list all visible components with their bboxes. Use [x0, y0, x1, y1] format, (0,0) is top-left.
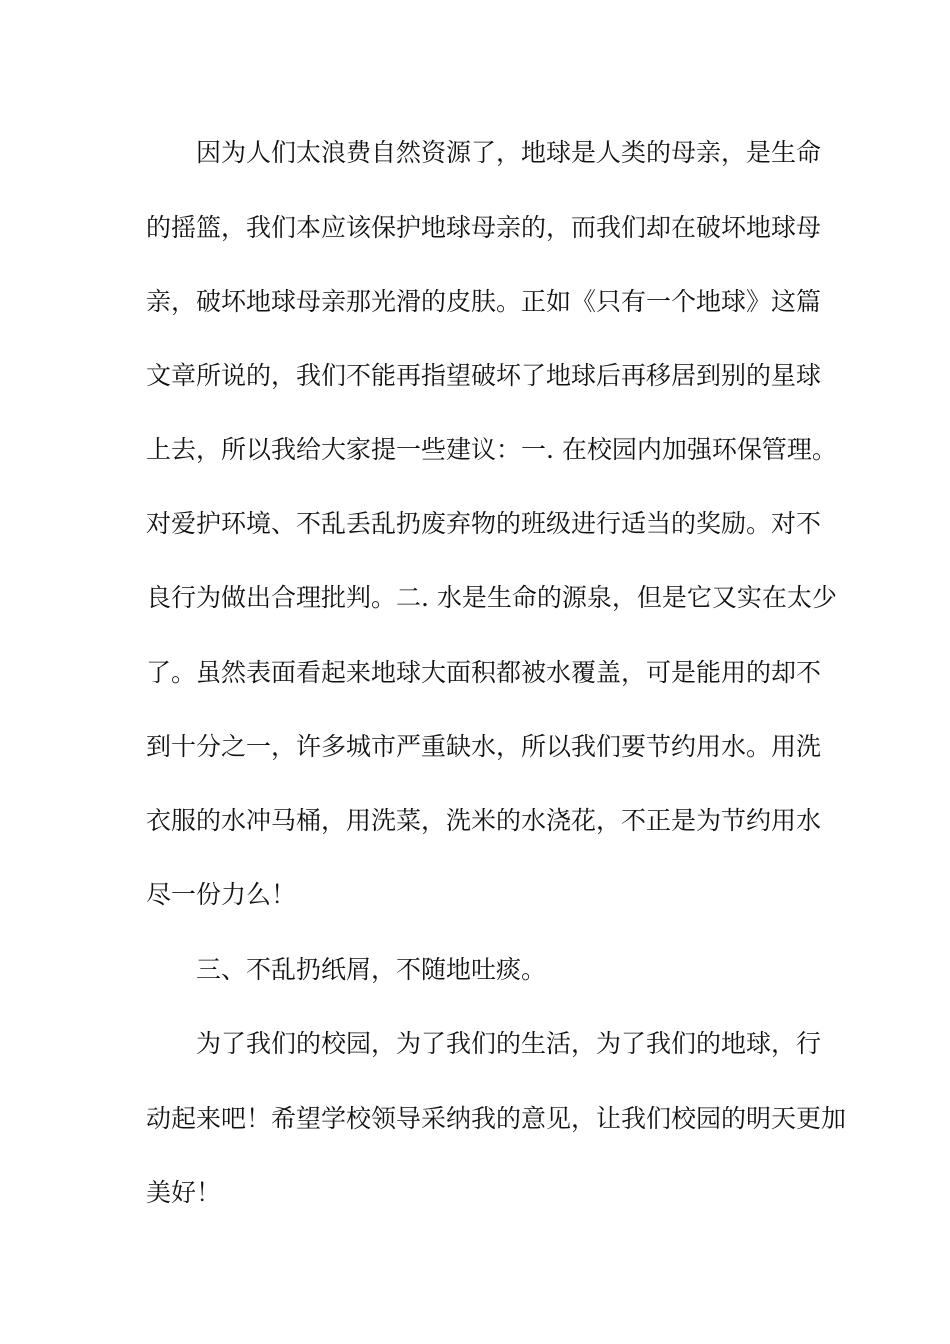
paragraph-1-line-6: 对爱护环境、不乱丢乱扔废弃物的班级进行适当的奖励。对不	[146, 509, 822, 538]
paragraph-1-line-9: 到十分之一，许多城市严重缺水，所以我们要节约用水。用洗	[146, 732, 822, 761]
paragraph-1-line-5: 上去，所以我给大家提一些建议：一. 在校园内加强环保管理。	[146, 435, 837, 464]
paragraph-1-line-2: 的摇篮，我们本应该保护地球母亲的，而我们却在破坏地球母	[146, 213, 822, 242]
paragraph-1-line-7: 良行为做出合理批判。二. 水是生命的源泉，但是它又实在太少	[146, 583, 837, 612]
paragraph-1-line-11: 尽一份力么！	[146, 880, 297, 909]
paragraph-2: 三、不乱扔纸屑，不随地吐痰。	[196, 955, 547, 984]
paragraph-1-line-8: 了。虽然表面看起来地球大面积都被水覆盖，可是能用的却不	[146, 658, 822, 687]
paragraph-3-line-2: 动起来吧！希望学校领导采纳我的意见，让我们校园的明天更加	[146, 1104, 847, 1133]
paragraph-3-line-3: 美好！	[146, 1178, 222, 1207]
paragraph-1-line-10: 衣服的水冲马桶，用洗菜，洗米的水浇花，不正是为节约用水	[146, 806, 822, 835]
paragraph-1-line-3: 亲，破坏地球母亲那光滑的皮肤。正如《只有一个地球》这篇	[146, 287, 822, 316]
paragraph-1-line-1: 因为人们太浪费自然资源了，地球是人类的母亲，是生命	[196, 138, 822, 167]
paragraph-3-line-1: 为了我们的校园，为了我们的生活，为了我们的地球，行	[196, 1029, 822, 1058]
paragraph-1-line-4: 文章所说的，我们不能再指望破坏了地球后再移居到别的星球	[146, 361, 822, 390]
